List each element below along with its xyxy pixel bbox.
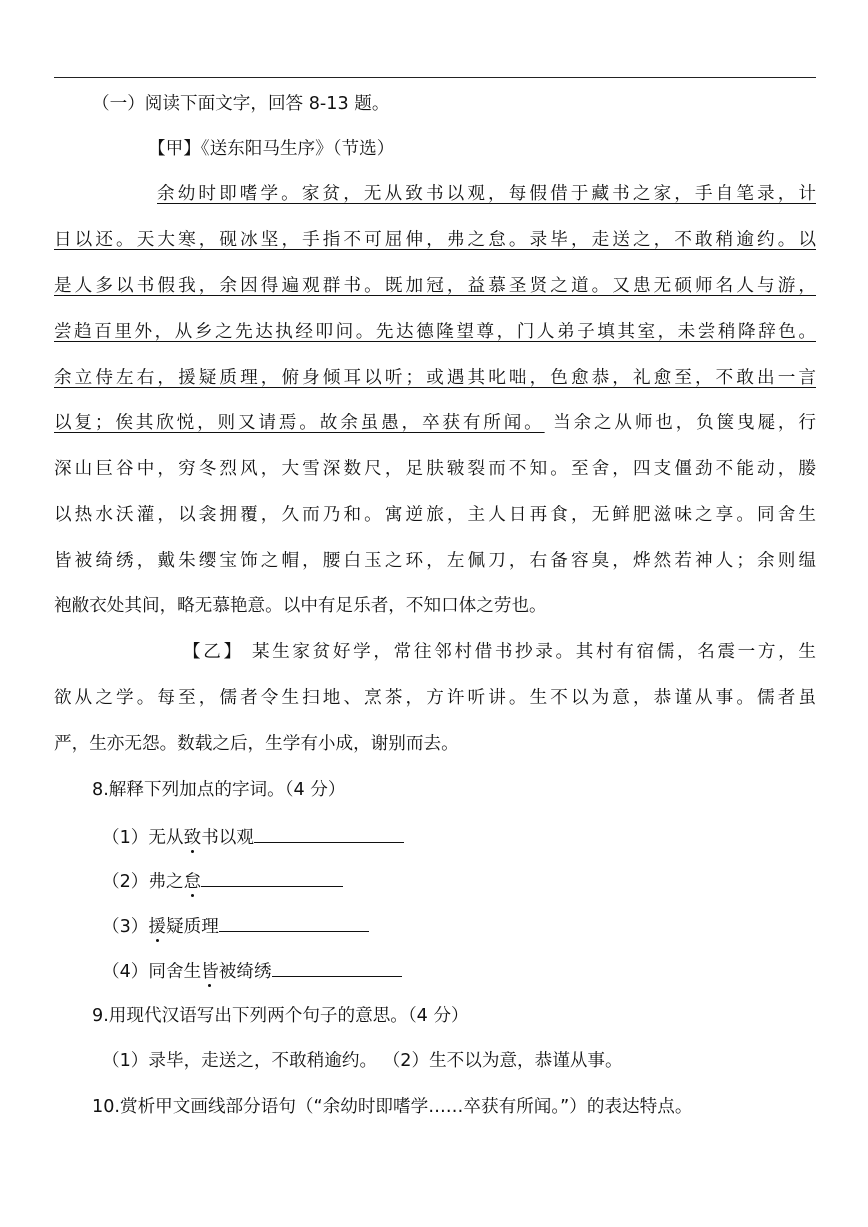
- passage-line: 【乙】 某生家贫好学，常往邻村借书抄录。其村有宿儒，名震一方，生: [183, 642, 816, 662]
- passage-line: 余立侍左右，援疑质理，俯身倾耳以听；或遇其叱咄，色愈恭，礼愈至，不敢出一言: [54, 368, 816, 388]
- passage-line: 袍敝衣处其间，略无慕艳意。以中有足乐者，不知口体之劳也。: [54, 596, 547, 616]
- passage-text: 当余之从师也，负箧曳屣，行: [544, 413, 816, 433]
- dotted-char: 致: [183, 828, 202, 848]
- passage-line: 日以还。天大寒，砚冰坚，手指不可屈伸，弗之怠。录毕，走送之，不敢稍逾约。以: [54, 230, 816, 250]
- passage-line: 欲从之学。每至，儒者令生扫地、烹茶，方许听讲。生不以为意，恭谨从事。儒者虽: [54, 688, 816, 708]
- passage-line: 是人多以书假我，余因得遍观群书。既加冠，益慕圣贤之道。又患无硕师名人与游，: [54, 276, 816, 296]
- question-8-item: （1）无从致书以观: [102, 822, 404, 850]
- answer-blank[interactable]: [219, 911, 369, 932]
- section-intro: （一）阅读下面文字，回答 8-13 题。: [92, 94, 390, 114]
- question-9-items: （1）录毕，走送之，不敢稍逾约。 （2）生不以为意，恭谨从事。: [102, 1051, 623, 1071]
- answer-blank[interactable]: [201, 866, 343, 887]
- answer-blank[interactable]: [272, 956, 402, 977]
- passage-line: 以热水沃灌，以衾拥覆，久而乃和。寓逆旅，主人日再食，无鲜肥滋味之享。同舍生: [54, 505, 816, 525]
- question-8-title: 8.解释下列加点的字词。（4 分）: [92, 780, 346, 800]
- question-10-title: 10.赏析甲文画线部分语句（“余幼时即嗜学……卒获有所闻。”）的表达特点。: [92, 1097, 693, 1117]
- underlined-sentence: 以复；俟其欣悦，则又请焉。故余虽愚，卒获有所闻。: [54, 413, 545, 433]
- passage-line: 深山巨谷中，穷冬烈风，大雪深数尺，足肤皲裂而不知。至舍，四支僵劲不能动，媵: [54, 459, 816, 479]
- passage-line: 余幼时即嗜学。家贫，无从致书以观，每假借于藏书之家，手自笔录，计: [157, 184, 816, 204]
- passage-jia-title: 【甲】《送东阳马生序》（节选）: [148, 139, 395, 159]
- question-9-title: 9.用现代汉语写出下列两个句子的意思。（4 分）: [92, 1006, 469, 1026]
- answer-blank[interactable]: [254, 822, 404, 843]
- question-8-item: （3）援疑质理: [102, 911, 369, 939]
- header-rule: [54, 77, 816, 78]
- question-8-item: （4）同舍生皆被绮绣: [102, 956, 402, 984]
- question-8-item: （2）弗之怠: [102, 866, 343, 894]
- dotted-char: 援: [148, 917, 166, 937]
- passage-line: 皆被绮绣，戴朱缨宝饰之帽，腰白玉之环，左佩刀，右备容臭，烨然若神人；余则缊: [54, 551, 816, 571]
- passage-line: 尝趋百里外，从乡之先达执经叩问。先达德隆望尊，门人弟子填其室，未尝稍降辞色。: [54, 322, 816, 342]
- passage-line: [54, 411, 816, 435]
- dotted-char: 怠: [183, 872, 202, 892]
- dotted-char: 皆: [201, 962, 219, 982]
- passage-line: 严，生亦无怨。数载之后，生学有小成，谢别而去。: [54, 734, 459, 754]
